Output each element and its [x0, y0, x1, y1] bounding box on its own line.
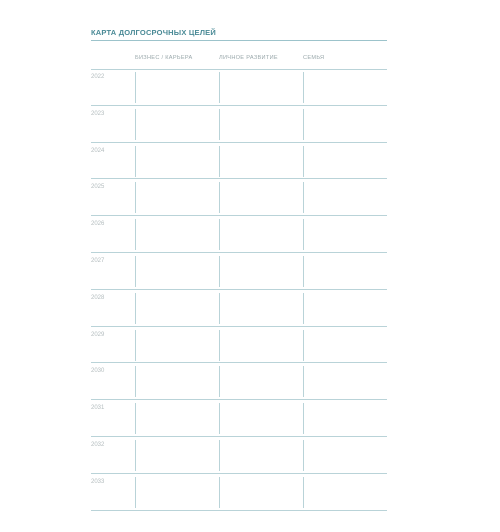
year-row: [91, 106, 387, 143]
year-label: 2023: [91, 110, 105, 117]
year-row: [91, 327, 387, 364]
column-header-business: БИЗНЕС / КАРЬЕРА: [135, 55, 193, 61]
year-label: 2029: [91, 331, 105, 338]
cell-business[interactable]: [135, 293, 136, 324]
cell-family[interactable]: [303, 403, 304, 434]
year-label: 2033: [91, 478, 105, 485]
cell-family[interactable]: [303, 477, 304, 508]
cell-business[interactable]: [135, 109, 136, 140]
cell-business[interactable]: [135, 477, 136, 508]
cell-family[interactable]: [303, 330, 304, 361]
cell-personal[interactable]: [219, 330, 220, 361]
cell-business[interactable]: [135, 72, 136, 103]
year-row: [91, 363, 387, 400]
cell-business[interactable]: [135, 440, 136, 471]
year-row: [91, 179, 387, 216]
year-label: 2028: [91, 294, 105, 301]
cell-business[interactable]: [135, 403, 136, 434]
year-label: 2026: [91, 221, 105, 228]
cell-family[interactable]: [303, 219, 304, 250]
year-row: [91, 290, 387, 327]
cell-business[interactable]: [135, 146, 136, 177]
row-divider: [91, 510, 387, 511]
cell-personal[interactable]: [219, 293, 220, 324]
column-header-family: СЕМЬЯ: [303, 55, 325, 61]
year-label: 2024: [91, 147, 105, 154]
year-row: [91, 253, 387, 290]
year-row: [91, 400, 387, 437]
cell-family[interactable]: [303, 146, 304, 177]
page-title: КАРТА ДОЛГОСРОЧНЫХ ЦЕЛЕЙ: [91, 28, 216, 37]
year-label: 2030: [91, 368, 105, 375]
cell-personal[interactable]: [219, 146, 220, 177]
column-header-personal: ЛИЧНОЕ РАЗВИТИЕ: [219, 55, 278, 61]
year-row: [91, 216, 387, 253]
cell-family[interactable]: [303, 72, 304, 103]
goals-map-page: [91, 0, 387, 532]
cell-personal[interactable]: [219, 72, 220, 103]
cell-family[interactable]: [303, 366, 304, 397]
year-row: [91, 474, 387, 511]
cell-family[interactable]: [303, 440, 304, 471]
cell-personal[interactable]: [219, 256, 220, 287]
year-label: 2032: [91, 442, 105, 448]
cell-business[interactable]: [135, 182, 136, 213]
cell-personal[interactable]: [219, 182, 220, 213]
year-label: 2022: [91, 74, 105, 80]
year-row: [91, 143, 387, 180]
cell-personal[interactable]: [219, 440, 220, 471]
cell-family[interactable]: [303, 182, 304, 213]
cell-family[interactable]: [303, 293, 304, 324]
year-label: 2031: [91, 405, 105, 412]
year-row: [91, 69, 387, 106]
cell-family[interactable]: [303, 256, 304, 287]
cell-personal[interactable]: [219, 219, 220, 250]
cell-business[interactable]: [135, 219, 136, 250]
cell-personal[interactable]: [219, 477, 220, 508]
cell-personal[interactable]: [219, 366, 220, 397]
cell-family[interactable]: [303, 109, 304, 140]
cell-personal[interactable]: [219, 109, 220, 140]
cell-business[interactable]: [135, 330, 136, 361]
year-label: 2025: [91, 184, 105, 191]
cell-business[interactable]: [135, 366, 136, 397]
year-label: 2027: [91, 258, 105, 264]
year-row: [91, 437, 387, 474]
title-divider: [91, 40, 387, 41]
cell-business[interactable]: [135, 256, 136, 287]
cell-personal[interactable]: [219, 403, 220, 434]
